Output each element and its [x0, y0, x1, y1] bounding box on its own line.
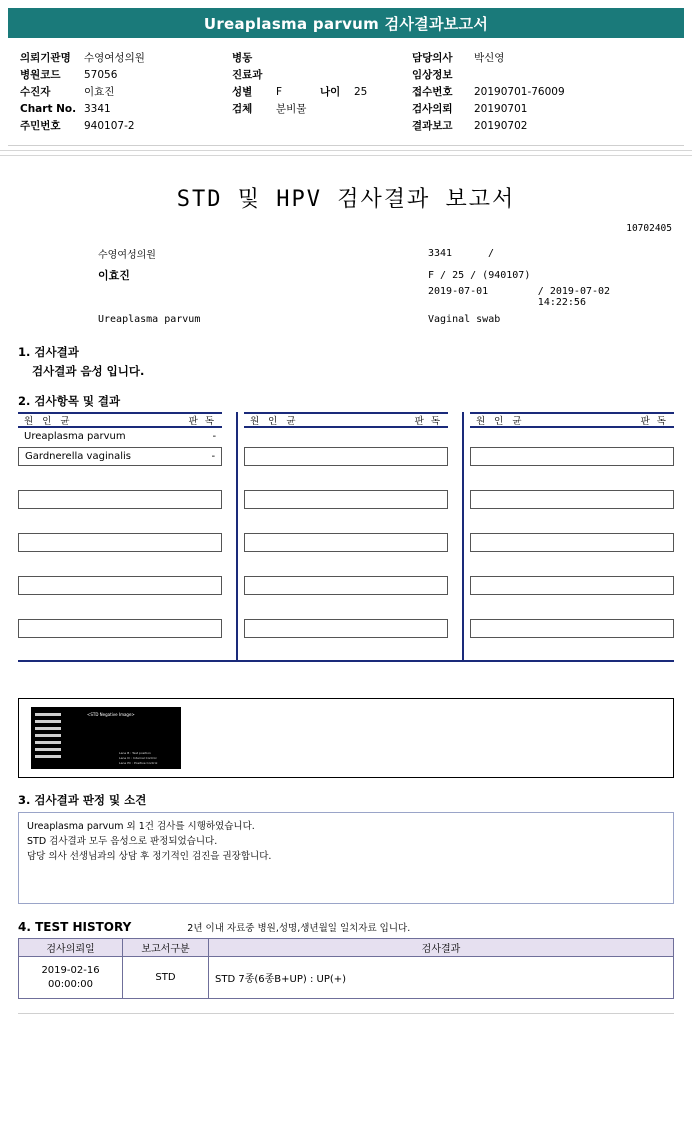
result-row: [18, 428, 222, 445]
header-field: [232, 67, 412, 84]
result-row-empty: [244, 576, 448, 595]
test-history-table: [18, 938, 674, 999]
opinion-line: Ureaplasma parvum 외 1건 검사를 시행하였습니다.: [27, 821, 255, 832]
result-row-empty: [244, 447, 448, 466]
gel-image-caption: <STD Negative Image>: [87, 712, 135, 717]
summary-row: [98, 264, 664, 286]
report-date: / 2019-07-02 14:22:56: [537, 286, 611, 308]
header-field: [20, 101, 232, 118]
result-row-empty: [18, 619, 222, 638]
patient-header: [8, 46, 684, 143]
patient-sex-age: F / 25 / (940107): [428, 269, 531, 281]
table-row: [19, 957, 674, 999]
result-row-empty: [470, 619, 674, 638]
request-date-date: 2019-02-16: [41, 964, 100, 976]
result-spacer: [470, 509, 674, 531]
result-row-empty: [470, 447, 674, 466]
field-value: 57056: [84, 69, 118, 81]
header-field: [20, 84, 232, 101]
field-label: 접수번호: [412, 86, 453, 98]
result-spacer: [470, 466, 674, 488]
results-column-1: [18, 412, 222, 660]
summary-row: [98, 308, 664, 330]
results-column-header: [18, 412, 222, 428]
patient-summary: [98, 242, 664, 330]
result-spacer: [470, 428, 674, 445]
cell-request-date: [19, 957, 123, 999]
field-value: 20190701: [474, 103, 528, 115]
field-value: 20190701-76009: [474, 86, 565, 98]
opinion-box: [18, 812, 674, 904]
report-title-bar: [8, 8, 684, 38]
opinion-line: STD 검사결과 모두 음성으로 판정되었습니다.: [27, 836, 218, 847]
summary-row: [98, 242, 664, 264]
field-label-age: 나이: [320, 86, 341, 98]
cell-report-type: STD: [123, 957, 209, 999]
section-3-title: 3. 검사결과 판정 및 소견: [18, 793, 147, 807]
chart-slash: /: [488, 247, 495, 259]
result-spacer: [244, 509, 448, 531]
field-label: 주민번호: [20, 120, 61, 132]
field-label: 수진자: [20, 86, 51, 98]
section-4-note: 2년 이내 자료중 병원,성명,생년월일 일치자료 입니다.: [187, 923, 411, 934]
field-value: 박신영: [474, 52, 505, 64]
header-column-3: [412, 50, 672, 135]
header-field: [20, 67, 232, 84]
field-label: 검체: [232, 103, 253, 115]
result-row-empty: [18, 490, 222, 509]
field-label: 임상정보: [412, 69, 453, 81]
results-divider: [236, 412, 238, 660]
result-organism: Ureaplasma parvum: [24, 431, 126, 442]
result-spacer: [18, 466, 222, 488]
cell-result: STD 7종(6종B+UP) : UP(+): [209, 957, 674, 999]
col-header-organism: 원 인 균: [475, 416, 525, 427]
result-organism: Gardnerella vaginalis: [25, 451, 131, 462]
results-column-2: [244, 412, 448, 660]
header-column-1: [20, 50, 232, 135]
document-title: STD 및 HPV 검사결과 보고서: [176, 187, 516, 212]
section-4-header: [18, 920, 674, 934]
result-reading: -: [212, 431, 217, 442]
result-reading: -: [211, 451, 216, 462]
col-header-organism: 원 인 균: [249, 416, 299, 427]
field-label: 병원코드: [20, 69, 61, 81]
results-column-header: [470, 412, 674, 428]
field-label: 진료과: [232, 69, 263, 81]
field-value: 940107-2: [84, 120, 135, 132]
col-header-reading: 판 독: [188, 416, 217, 427]
field-value-sex: F: [276, 86, 283, 98]
result-row-empty: [470, 576, 674, 595]
report-body: [0, 182, 692, 1032]
result-spacer: [244, 638, 448, 660]
field-value: 3341: [84, 103, 111, 115]
field-value: 이효진: [84, 86, 115, 98]
header-field: [232, 50, 412, 67]
result-row-empty: [470, 490, 674, 509]
result-spacer: [244, 595, 448, 617]
col-header-report-type: 보고서구분: [123, 939, 209, 957]
field-label: 성별: [232, 86, 253, 98]
report-title-text: Ureaplasma parvum 검사결과보고서: [203, 14, 489, 33]
document-number: 10702405: [626, 223, 672, 234]
col-header-result: 검사결과: [209, 939, 674, 957]
field-value: 분비물: [276, 103, 307, 115]
field-value: 수영여성의원: [84, 52, 145, 64]
header-field: [232, 101, 412, 118]
result-row-empty: [470, 533, 674, 552]
results-column-3: [470, 412, 674, 660]
result-spacer: [18, 509, 222, 531]
result-spacer: [470, 552, 674, 574]
result-row-empty: [244, 619, 448, 638]
header-field: [20, 118, 232, 135]
col-header-request-date: 검사의뢰일: [19, 939, 123, 957]
result-row-empty: [18, 576, 222, 595]
section-1-title: 1. 검사결과: [18, 345, 79, 359]
results-grid: [18, 412, 674, 660]
result-row-empty: [244, 490, 448, 509]
report-page: [0, 8, 692, 1032]
field-label: Chart No.: [20, 103, 77, 115]
organism-name: Ureaplasma parvum: [98, 313, 201, 325]
patient-name: 이효진: [98, 269, 130, 282]
chart-number: 3341: [428, 247, 453, 259]
test-date: 2019-07-01: [428, 286, 489, 297]
field-label: 검사의뢰: [412, 103, 453, 115]
section-1-text: 검사결과 음성 입니다.: [32, 364, 145, 378]
result-row-empty: [18, 533, 222, 552]
header-field: [412, 118, 672, 135]
summary-row: [98, 286, 664, 308]
result-row: [18, 447, 222, 466]
field-label: 병동: [232, 52, 253, 64]
result-spacer: [244, 552, 448, 574]
result-spacer: [18, 638, 222, 660]
results-bottom-rule: [18, 660, 674, 662]
results-divider: [462, 412, 464, 660]
section-band: [0, 150, 692, 156]
specimen-type: Vaginal swab: [428, 313, 501, 325]
result-spacer: [18, 552, 222, 574]
gel-image-box: [18, 698, 674, 778]
header-field: [412, 84, 672, 101]
gel-legend-line: Lane IC : Internal Control: [119, 756, 157, 760]
gel-image: [31, 707, 181, 769]
header-field-sex-age: [232, 84, 412, 101]
result-spacer: [470, 638, 674, 660]
header-field: [412, 67, 672, 84]
result-row-empty: [244, 533, 448, 552]
section-4-title: 4. TEST HISTORY: [18, 920, 132, 934]
result-spacer: [244, 466, 448, 488]
field-value: 20190702: [474, 120, 528, 132]
header-divider: [8, 145, 684, 146]
gel-legend-line: Lane B : Test position: [119, 751, 151, 755]
field-value-age: 25: [354, 86, 368, 98]
result-spacer: [244, 428, 448, 445]
col-header-organism: 원 인 균: [24, 416, 73, 427]
section-2-title: 2. 검사항목 및 결과: [18, 394, 121, 408]
clinic-name: 수영여성의원: [98, 249, 156, 261]
header-column-2: [232, 50, 412, 135]
header-field: [20, 50, 232, 67]
col-header-reading: 판 독: [414, 416, 443, 427]
field-label: 담당의사: [412, 52, 453, 64]
gel-legend-line: Lane PC : Positive Control: [119, 761, 158, 765]
field-label: 결과보고: [412, 120, 453, 132]
field-label: 의뢰기관명: [20, 52, 71, 64]
results-column-header: [244, 412, 448, 428]
result-spacer: [18, 595, 222, 617]
result-spacer: [470, 595, 674, 617]
table-header-row: [19, 939, 674, 957]
col-header-reading: 판 독: [640, 416, 668, 427]
opinion-line: 담당 의사 선생님과의 상담 후 정기적인 검진을 권장합니다.: [27, 851, 272, 862]
request-date-time: 00:00:00: [48, 978, 93, 990]
header-field: [412, 50, 672, 67]
header-field: [412, 101, 672, 118]
